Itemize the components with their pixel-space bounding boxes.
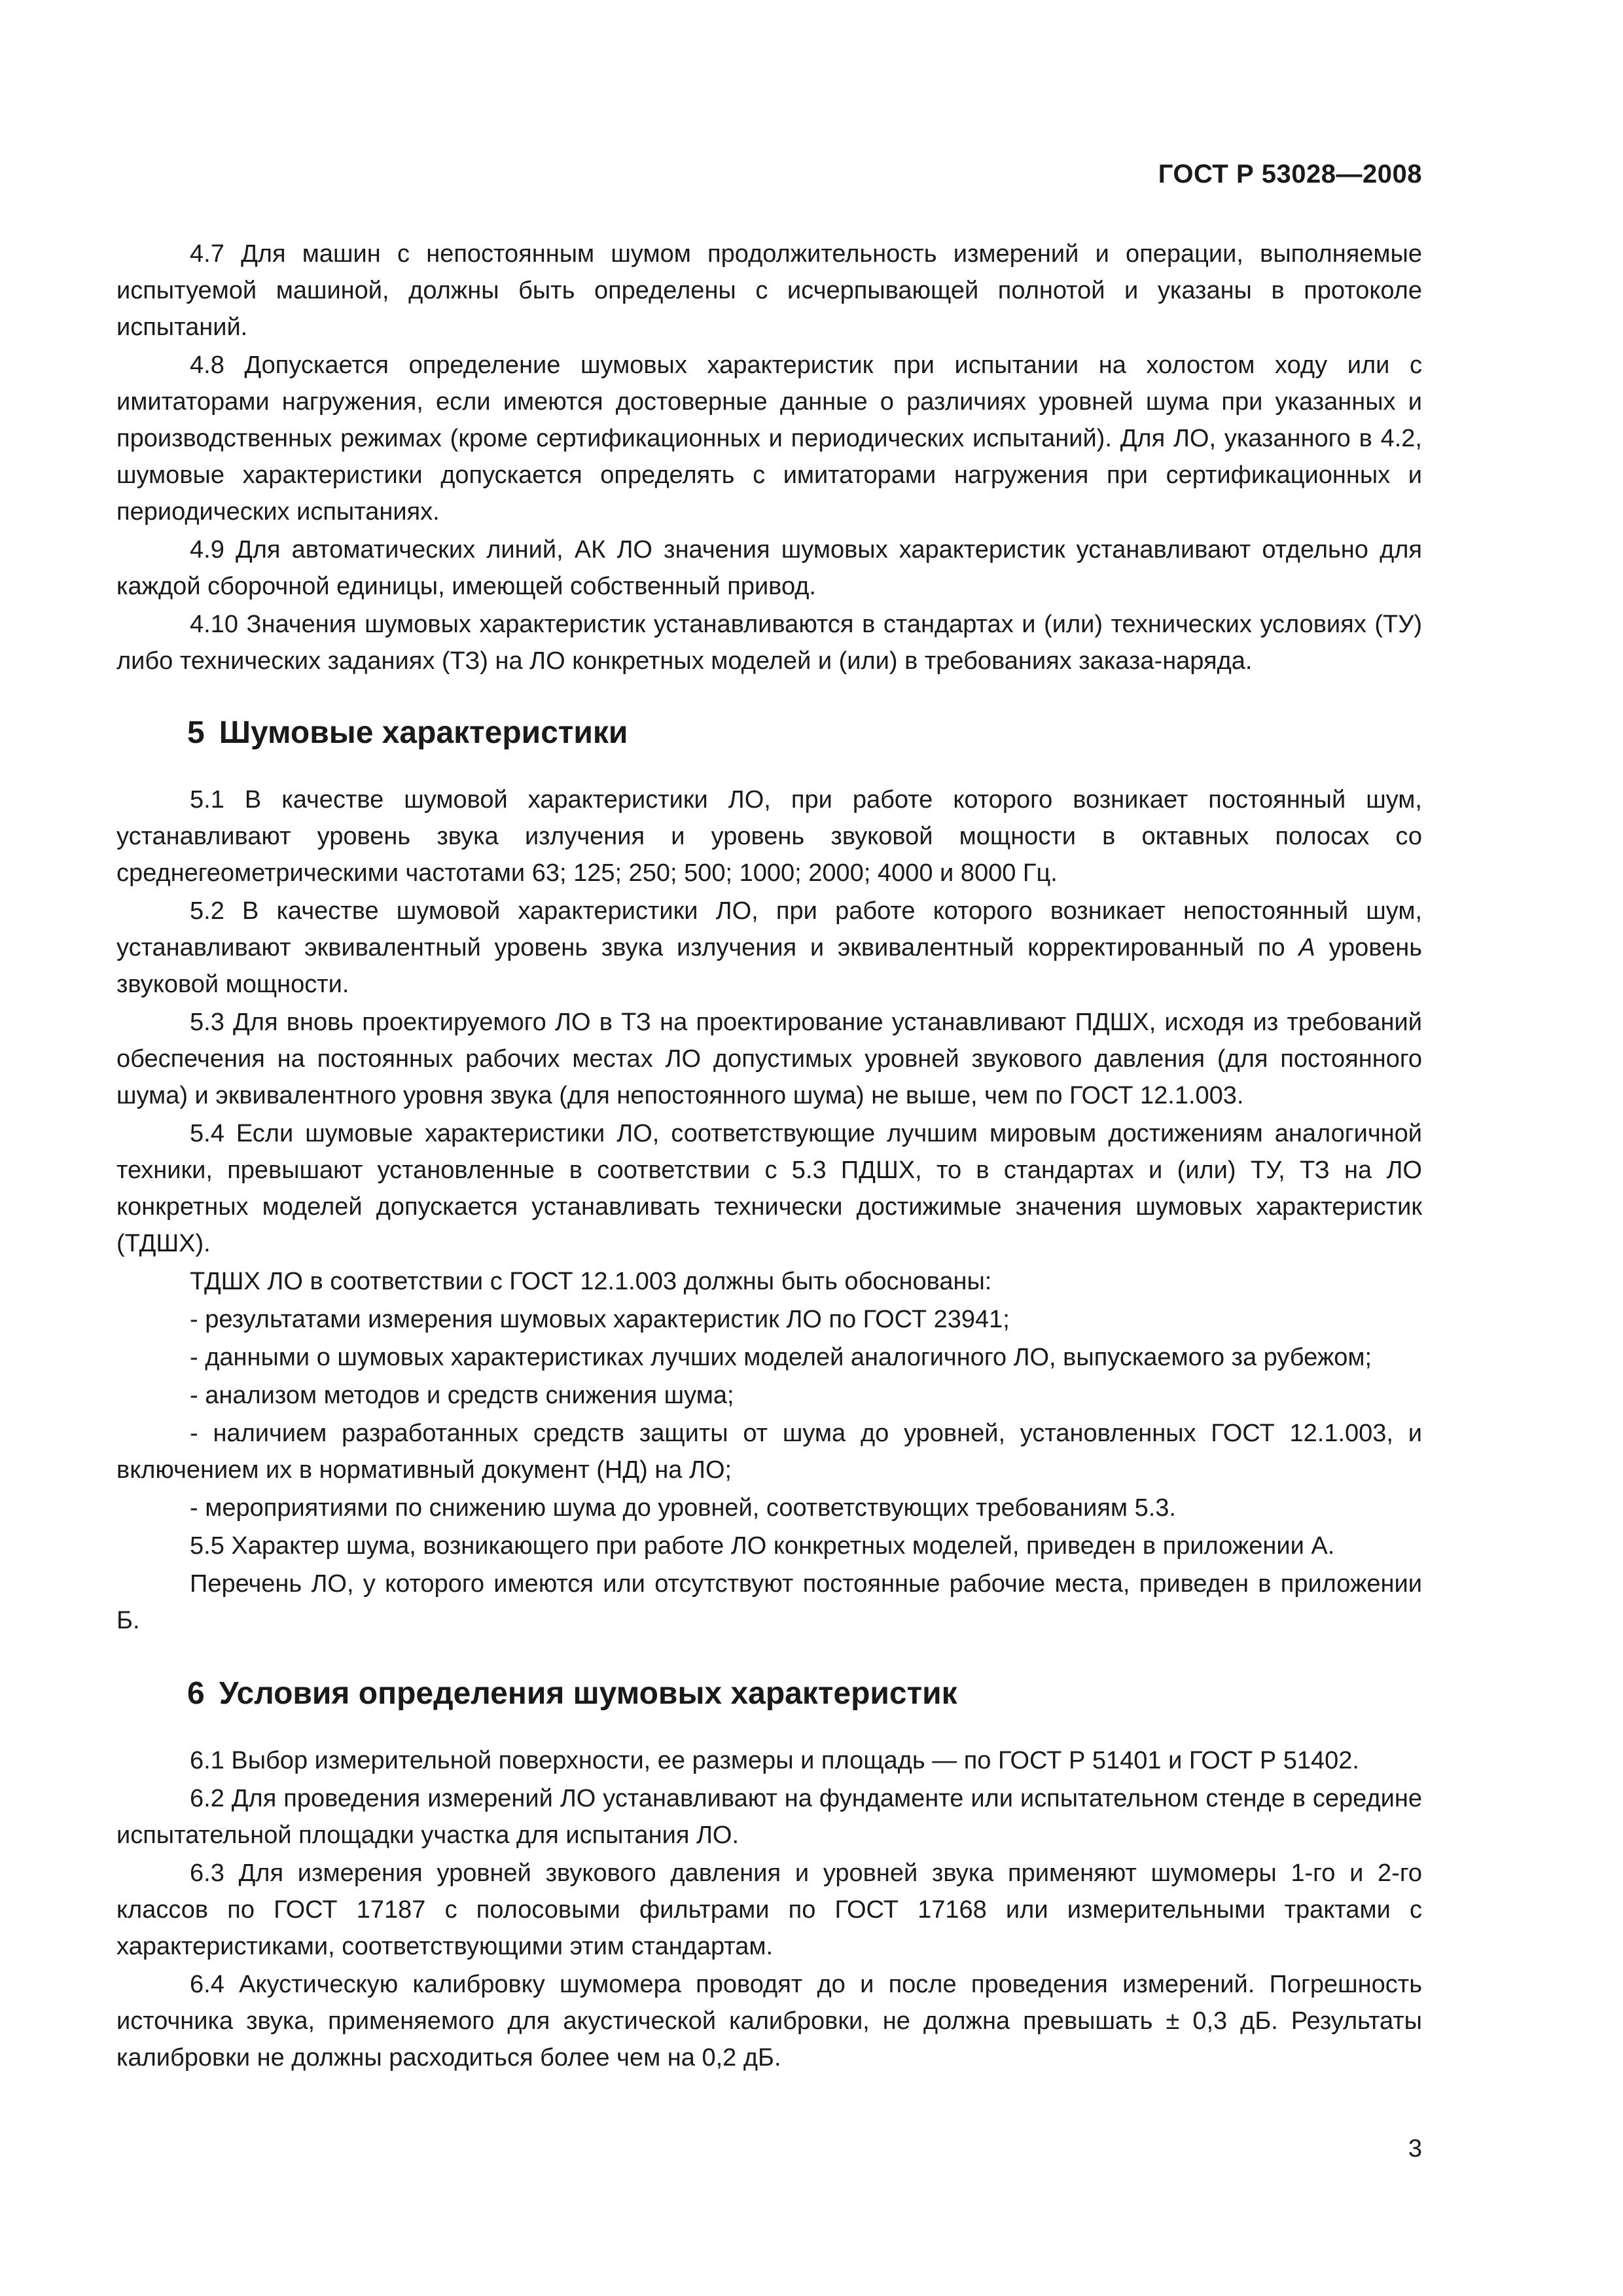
list-item: - наличием разработанных средств защиты от шума до уровней, установленных ГОСТ 12.1.003, и включением их в нормативный документ (НД) на ЛО; bbox=[116, 1420, 1422, 1484]
paragraph-4-10: 4.10 Значения шумовых характеристик устанавливаются в стандартах и (или) технических условиях (ТУ) либо технических заданиях (ТЗ) на ЛО конкретных моделей и (или) в требованиях заказа-наряда. bbox=[116, 611, 1422, 675]
paragraph-4-8: 4.8 Допускается определение шумовых характеристик при испытании на холостом ходу или с имитаторами нагружения, если имеются достоверные данные о различиях уровней шума при указанных и производственных режимах (кроме сертификационных и периодических испытаний). Для ЛО, указанного в 4.2, шумовые характеристики допускается определять с имитаторами нагружения при сертификационных и периодических испытаниях. bbox=[116, 351, 1422, 526]
page-number: 3 bbox=[1408, 2135, 1422, 2162]
paragraph-5-2 bbox=[116, 893, 1422, 1003]
paragraph-5-4-justification: ТДШХ ЛО в соответствии с ГОСТ 12.1.003 должны быть обоснованы: bbox=[190, 1268, 992, 1295]
paragraph-5-4: 5.4 Если шумовые характеристики ЛО, соответствующие лучшим мировым достижениям аналогичной техники, превышают установленные в соответствии с 5.3 ПДШХ, то в стандартах и (или) ТУ, ТЗ на ЛО конкретных моделей допускается устанавливать технически достижимые значения шумовых характеристик (ТДШХ). bbox=[116, 1120, 1422, 1257]
paragraph-6-1: 6.1 Выбор измерительной поверхности, ее размеры и площадь — по ГОСТ Р 51401 и ГОСТ Р 51402. bbox=[190, 1747, 1359, 1774]
paragraph-5-2-italic: А bbox=[1298, 934, 1315, 961]
document-body bbox=[116, 236, 1422, 2077]
list-item: - данными о шумовых характеристиках лучших моделей аналогичного ЛО, выпускаемого за рубежом; bbox=[190, 1344, 1372, 1371]
paragraph-5-2-text-b: уровень звуковой мощности. bbox=[116, 934, 1422, 998]
section-5-title: Шумовые характеристики bbox=[219, 715, 628, 750]
paragraph-5-5-appendix: Перечень ЛО, у которого имеются или отсутствуют постоянные рабочие места, приведен в приложении Б. bbox=[116, 1570, 1422, 1634]
paragraph-5-5: 5.5 Характер шума, возникающего при работе ЛО конкретных моделей, приведен в приложении А. bbox=[190, 1532, 1335, 1560]
paragraph-5-1: 5.1 В качестве шумовой характеристики ЛО, при работе которого возникает постоянный шум, устанавливают уровень звука излучения и уровень звуковой мощности в октавных полосах со среднегеометрическими частотами 63; 125; 250; 500; 1000; 2000; 4000 и 8000 Гц. bbox=[116, 786, 1422, 887]
section-5-heading bbox=[116, 713, 1422, 753]
section-6-number: 6 bbox=[187, 1676, 205, 1711]
paragraph-6-4: 6.4 Акустическую калибровку шумомера проводят до и после проведения измерений. Погрешность источника звука, применяемого для акустической калибровки, не должна превышать ± 0,3 дБ. Результаты калибровки не должны расходиться более чем на 0,2 дБ. bbox=[116, 1971, 1422, 2072]
paragraph-5-2-text-a: 5.2 В качестве шумовой характеристики ЛО, при работе которого возникает непостоянный шум, устанавливают эквивалентный уровень звука излучения и эквивалентный корректированный по bbox=[116, 897, 1422, 961]
document-page bbox=[116, 0, 1422, 2296]
list-item: - результатами измерения шумовых характеристик ЛО по ГОСТ 23941; bbox=[190, 1306, 1010, 1333]
paragraph-5-3: 5.3 Для вновь проектируемого ЛО в ТЗ на проектирование устанавливают ПДШХ, исходя из требований обеспечения на постоянных рабочих местах ЛО допустимых уровней звукового давления (для постоянного шума) и эквивалентного уровня звука (для непостоянного шума) не выше, чем по ГОСТ 12.1.003. bbox=[116, 1009, 1422, 1109]
list-item: - анализом методов и средств снижения шума; bbox=[190, 1382, 734, 1409]
paragraph-4-7: 4.7 Для машин с непостоянным шумом продолжительность измерений и операции, выполняемые испытуемой машиной, должны быть определены с исчерпывающей полнотой и указаны в протоколе испытаний. bbox=[116, 240, 1422, 341]
paragraph-6-3: 6.3 Для измерения уровней звукового давления и уровней звука применяют шумомеры 1-го и 2-го классов по ГОСТ 17187 с полосовыми фильтрами по ГОСТ 17168 или измерительными трактами с характеристиками, соответствующими этим стандартам. bbox=[116, 1859, 1422, 1960]
paragraph-4-9: 4.9 Для автоматических линий, АК ЛО значения шумовых характеристик устанавливают отдельно для каждой сборочной единицы, имеющей собственный привод. bbox=[116, 536, 1422, 600]
section-6-title: Условия определения шумовых характеристик bbox=[219, 1676, 957, 1711]
section-5-number: 5 bbox=[187, 715, 205, 750]
list-item: - мероприятиями по снижению шума до уровней, соответствующих требованиям 5.3. bbox=[190, 1494, 1176, 1522]
paragraph-6-2: 6.2 Для проведения измерений ЛО устанавливают на фундаменте или испытательном стенде в середине испытательной площадки участка для испытания ЛО. bbox=[116, 1785, 1422, 1849]
section-6-heading bbox=[116, 1674, 1422, 1713]
document-code-header: ГОСТ Р 53028—2008 bbox=[1158, 160, 1422, 188]
